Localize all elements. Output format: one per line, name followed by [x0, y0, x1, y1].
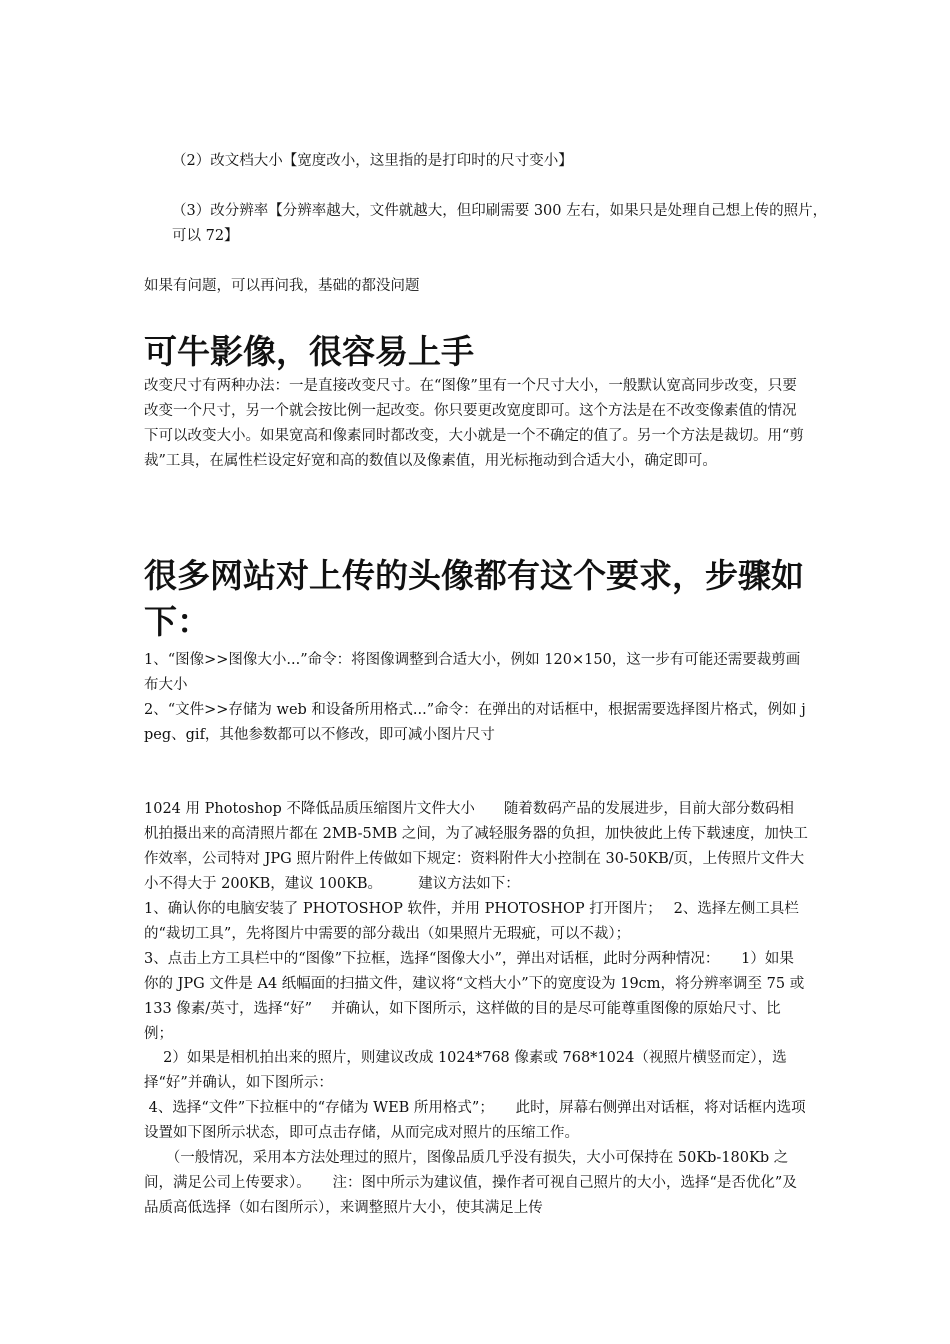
step-save-web: 4、选择“文件”下拉框中的“存储为 WEB 所用格式”； 此时，屏幕右侧弹出对话框，将对话框内选项设置如下图所示状态，即可点击存储，从而完成对照片的压缩工作。 — [144, 1100, 806, 1141]
list-item-2: 2、“文件>>存储为 web 和设备所用格式...”命令：在弹出的对话框中，根据需要选择图片格式，例如 jpeg、gif，其他参数都可以不修改，即可减小图片尺寸 — [144, 702, 806, 743]
heading-keniu: 可牛影像，很容易上手 — [144, 332, 474, 371]
step-3-text: （3）改分辨率【分辨率越大，文件就越大，但印刷需要 300 左右，如果只是处理自己想上传的照片，可以 72】 — [172, 203, 828, 244]
step-2-text: （2）改文档大小【宽度改小，这里指的是打印时的尺寸变小】 — [172, 153, 573, 169]
followup-text: 如果有问题，可以再问我，基础的都没问题 — [144, 278, 420, 294]
step-image-size: 3、点击上方工具栏中的“图像”下拉框，选择“图像大小”，弹出对话框，此时分两种情况： 1）如果你的 JPG 文件是 A4 纸幅面的扫描文件，建议将“文档大小”下的宽度设为 19cm，将分辨率调至 75 或 133 像素/英寸，选择“好” 并确认，如下图所示，这样做的目的是尽可能尊重图像的原始尺寸、比例； — [144, 951, 809, 1042]
note-paragraph: （一般情况，采用本方法处理过的照片，图像品质几乎没有损失，大小可保持在 50Kb-180Kb 之间，满足公司上传要求）。 注：图中所示为建议值，操作者可视自己照片的大小，选择“是否优化”及品质高低选择（如右图所示），来调整照片大小，使其满足上传 — [144, 1150, 797, 1216]
step-camera-photo: 2）如果是相机拍出来的照片，则建议改成 1024*768 像素或 768*1024（视照片横竖而定），选择“好”并确认，如下图所示： — [144, 1050, 787, 1091]
compress-intro-paragraph: 1024 用 Photoshop 不降低品质压缩图片文件大小 随着数码产品的发展进步，目前大部分数码相机拍摄出来的高清照片都在 2MB-5MB 之间，为了减轻服务器的负担，加快彼此上传下载速度，加快工作效率，公司特对 JPG 照片附件上传做如下规定：资料附件大小控制在 30-50KB/页，上传照片文件大小不得大于 200KB，建议 100KB。 建议方法如下： — [144, 801, 808, 892]
resize-methods-paragraph: 改变尺寸有两种办法：一是直接改变尺寸。在“图像”里有一个尺寸大小，一般默认宽高同步改变，只要改变一个尺寸，另一个就会按比例一起改变。你只要更改宽度即可。这个方法是在不改变像素值的情况下可以改变大小。如果宽高和像素同时都改变，大小就是一个不确定的值了。另一个方法是裁切。用“剪裁”工具，在属性栏设定好宽和高的数值以及像素值，用光标拖动到合适大小，确定即可。 — [144, 378, 804, 469]
step-photoshop-crop: 1、确认你的电脑安装了 PHOTOSHOP 软件，并用 PHOTOSHOP 打开图片； 2、选择左侧工具栏的“裁切工具”，先将图片中需要的部分裁出（如果照片无瑕疵，可以不裁）； — [144, 901, 799, 942]
heading-avatar-steps: 很多网站对上传的头像都有这个要求，步骤如下： — [144, 556, 804, 641]
list-item-1: 1、“图像>>图像大小...”命令：将图像调整到合适大小，例如 120×150，这一步有可能还需要裁剪画布大小 — [144, 652, 801, 693]
document-page — [144, 0, 828, 1344]
